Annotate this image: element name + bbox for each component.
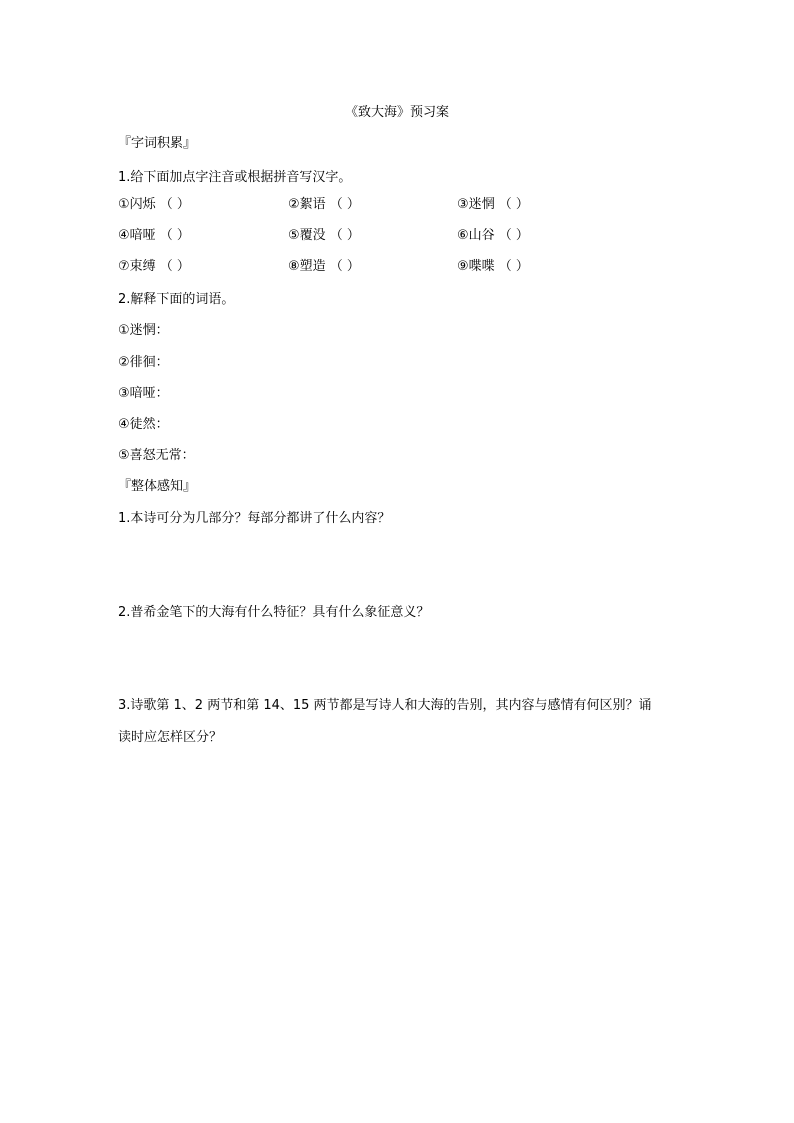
pinyin-item: ⑧塑造 （ ） — [288, 259, 360, 274]
pinyin-row-1 — [118, 196, 578, 214]
pinyin-item: ⑥山谷 （ ） — [457, 228, 529, 243]
definition-item: ①迷惘： — [118, 323, 169, 338]
pinyin-item: ⑦束缚 （ ） — [118, 259, 190, 274]
definition-item: ②徘徊： — [118, 355, 169, 370]
pinyin-item: ④喑哑 （ ） — [118, 228, 190, 243]
section-heading-overall: 『整体感知』 — [118, 479, 197, 494]
pinyin-item: ⑨喋喋 （ ） — [457, 259, 529, 274]
definition-item: ④徒然： — [118, 417, 169, 432]
question-2-prompt: 2.解释下面的词语。 — [118, 292, 235, 307]
overall-question-3-line-1: 3.诗歌第 1、2 两节和第 14、15 两节都是写诗人和大海的告别，其内容与感情有何区别？诵 — [118, 698, 652, 713]
pinyin-row-3 — [118, 258, 578, 276]
pinyin-item: ②絮语 （ ） — [288, 197, 360, 212]
overall-question-2: 2.普希金笔下的大海有什么特征？具有什么象征意义？ — [118, 605, 430, 620]
pinyin-item: ③迷惘 （ ） — [457, 197, 529, 212]
overall-question-3-line-2: 读时应怎样区分？ — [118, 730, 223, 745]
pinyin-row-2 — [118, 227, 578, 245]
overall-question-1: 1.本诗可分为几部分？每部分都讲了什么内容？ — [118, 511, 391, 526]
definition-item: ③喑哑： — [118, 386, 169, 401]
pinyin-item: ⑤覆没 （ ） — [288, 228, 360, 243]
pinyin-item: ①闪烁 （ ） — [118, 197, 190, 212]
question-1-prompt: 1.给下面加点字注音或根据拼音写汉字。 — [118, 170, 352, 185]
definition-item: ⑤喜怒无常： — [118, 448, 195, 463]
page-title: 《致大海》预习案 — [344, 105, 449, 120]
section-heading-vocabulary: 『字词积累』 — [118, 136, 197, 151]
